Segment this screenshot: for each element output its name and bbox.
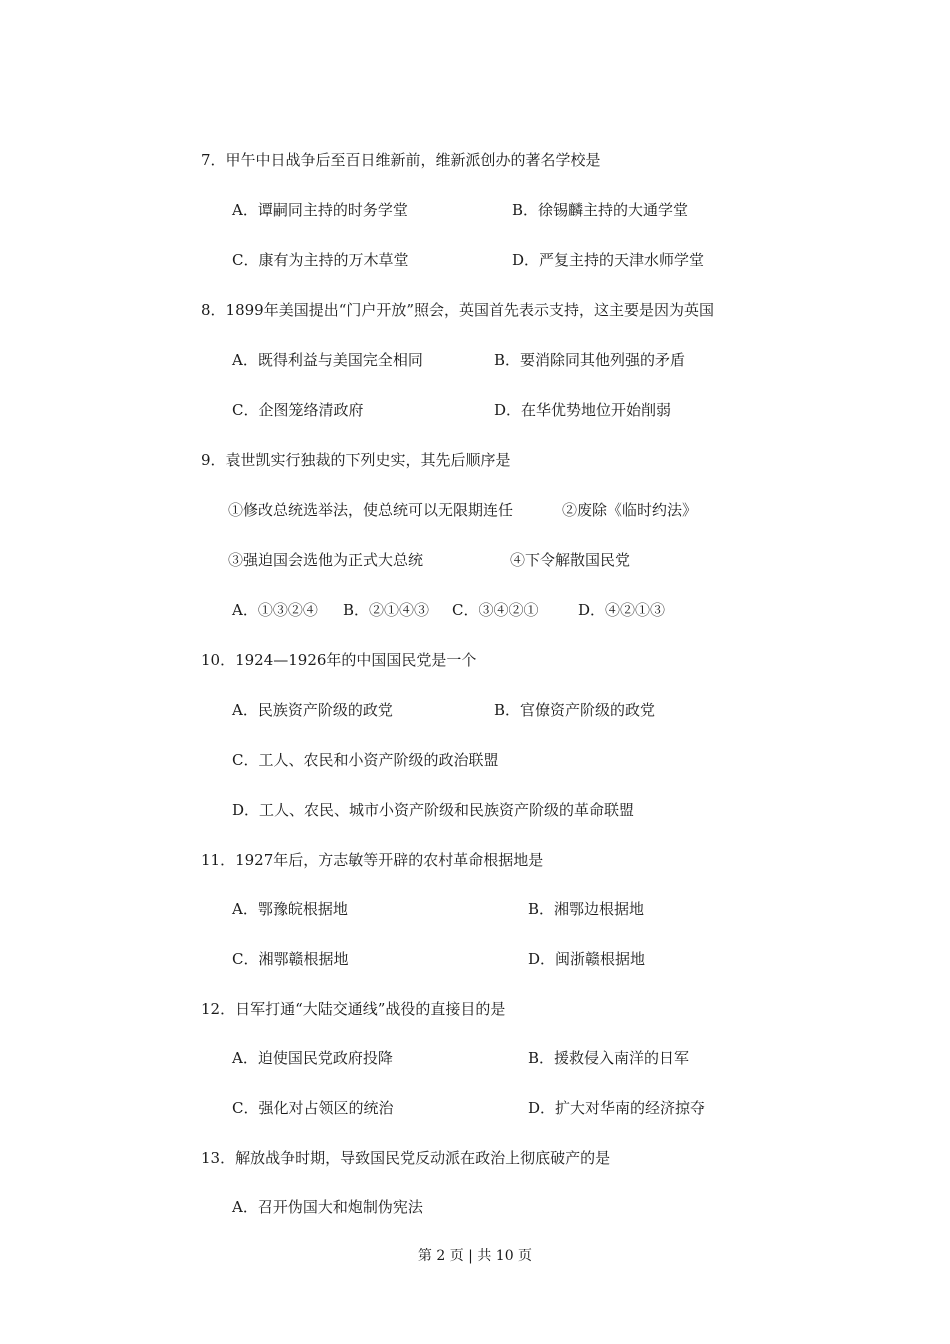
question-10-option-c: C．工人、农民和小资产阶级的政治联盟 (232, 751, 499, 769)
question-12-stem: 12．日军打通“大陆交通线”战役的直接目的是 (201, 1000, 506, 1018)
question-10-option-b: B．官僚资产阶级的政党 (494, 701, 656, 719)
question-8-option-a: A．既得利益与美国完全相同 (232, 351, 423, 369)
question-9-option-c: C．③④②① (452, 601, 539, 619)
question-12-option-c: C．强化对占领区的统治 (232, 1099, 394, 1117)
question-9-option-b: B．②①④③ (343, 601, 430, 619)
question-9-statement-1: ①修改总统选举法，使总统可以无限期连任 (228, 501, 514, 519)
question-13-option-a: A．召开伪国大和炮制伪宪法 (232, 1198, 423, 1216)
question-9-statement-4: ④下令解散国民党 (510, 551, 631, 569)
question-9-stem: 9．袁世凯实行独裁的下列史实，其先后顺序是 (201, 451, 511, 469)
question-13-stem: 13．解放战争时期，导致国民党反动派在政治上彻底破产的是 (201, 1149, 611, 1167)
question-9-option-a: A．①③②④ (232, 601, 318, 619)
question-7-option-a: A．谭嗣同主持的时务学堂 (232, 201, 408, 219)
question-8-option-b: B．要消除同其他列强的矛盾 (494, 351, 686, 369)
question-8-option-c: C．企图笼络清政府 (232, 401, 364, 419)
question-8-option-d: D．在华优势地位开始削弱 (494, 401, 672, 419)
page-footer: 第 2 页 | 共 10 页 (417, 1248, 533, 1264)
question-8-stem: 8．1899年美国提出“门户开放”照会，英国首先表示支持，这主要是因为英国 (201, 301, 715, 319)
question-10-stem: 10．1924—1926年的中国国民党是一个 (201, 651, 477, 669)
question-9-option-d: D．④②①③ (578, 601, 666, 619)
question-10-option-d: D．工人、农民、城市小资产阶级和民族资产阶级的革命联盟 (232, 801, 635, 819)
question-7-option-b: B．徐锡麟主持的大通学堂 (512, 201, 689, 219)
question-9-statement-3: ③强迫国会选他为正式大总统 (228, 551, 424, 569)
question-11-option-d: D．闽浙赣根据地 (528, 950, 646, 968)
question-12-option-a: A．迫使国民党政府投降 (232, 1049, 393, 1067)
question-7-option-d: D．严复主持的天津水师学堂 (512, 251, 705, 269)
question-9-statement-2: ②废除《临时约法》 (562, 501, 698, 519)
question-12-option-b: B．援救侵入南洋的日军 (528, 1049, 690, 1067)
question-11-option-b: B．湘鄂边根据地 (528, 900, 645, 918)
question-12-option-d: D．扩大对华南的经济掠夺 (528, 1099, 706, 1117)
question-7-stem: 7．甲午中日战争后至百日维新前，维新派创办的著名学校是 (201, 151, 601, 169)
question-7-option-c: C．康有为主持的万木草堂 (232, 251, 409, 269)
question-11-stem: 11．1927年后，方志敏等开辟的农村革命根据地是 (201, 851, 544, 869)
question-11-option-a: A．鄂豫皖根据地 (232, 900, 348, 918)
question-11-option-c: C．湘鄂赣根据地 (232, 950, 349, 968)
question-10-option-a: A．民族资产阶级的政党 (232, 701, 393, 719)
